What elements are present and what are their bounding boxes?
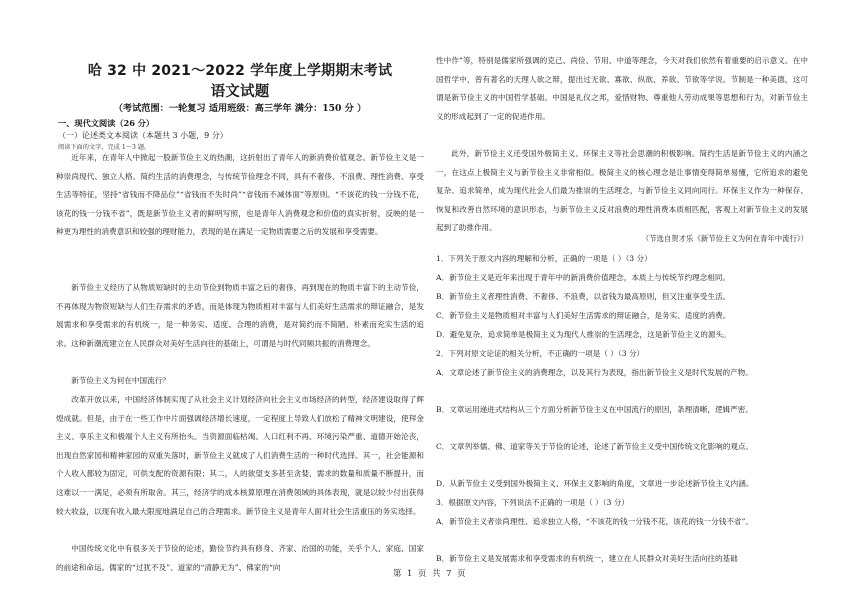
section-heading: 一、现代文阅读（26 分）: [58, 118, 155, 128]
article-paragraph-5-continued: 性中作”等，特别是儒家所强调的克己、尚俭、节用、中道等理念，今天对我们依然有着重要的启示意义。在中国哲学中，曾有著名的天理人欲之辩，提出过无欲、寡欲、纵欲、养欲、节欲等学说。节制是一种美德，这可谓是新节俭主义的中国哲学基础。中国是礼仪之邦，爱惜财物、尊重他人劳动成果等思想和行为，对新节俭主义的形成起到了一定的促进作用。: [436, 56, 808, 121]
question-2-option-a: A．文章论述了新节俭主义的消费理念，以及其行为表现，指出新节俭主义是时代发展的产物。: [436, 368, 753, 377]
question-2-stem: 2．下列对原文论证的相关分析，不正确的一项是（ ）（3 分）: [436, 349, 645, 358]
exam-info: （考试范围：一轮复习 适用班级：高三学年 满分：150 分 ）: [113, 103, 367, 114]
article-paragraph-6: 此外，新节俭主义还受国外极简主义、环保主义等社会思潮的积极影响。简约生活是新节俭主义的内涵之一，在这点上极简主义与新节俭主义非常相似。极简主义的核心理念是让事情变得简单易懂，它所追求的避免复杂、追求简单，成为现代社会人们最为推崇的生活理念，与新节俭主义同向同行。环保主义作为一种保存、恢复和改善自然环境的意识形态，与新节俭主义反对浪费的理性消费本质相匹配，客观上对新节俭主义的发展起到了助推作用。: [436, 149, 808, 233]
article-source: （节选自贺才乐《新节俭主义为何在青年中流行》）: [641, 234, 808, 243]
article-paragraph-2: 新节俭主义经历了从物质短缺时的主动节俭到物质丰富之后的奢侈，再到现在的物质丰富下的主动节俭，不再体现为物资短缺与人们生存需求的矛盾，而是体现为物质相对丰富与人们美好生活需求的辩证融合，是发展需求和享受需求的有机统一，是一种务实、适度、合理的消费，是对简约而不简陋、朴素而充实生活的追求。这种新潮流建立在人民群众对美好生活向往的基础上，可谓是与时代同频共振的消费理念。: [56, 283, 424, 348]
article-paragraph-4: 改革开放以来，中国经济体制实现了从社会主义计划经济向社会主义市场经济的转型，经济建设取得了辉煌成就。但是，由于在一些工作中片面强调经济增长速度，一定程度上导致人们放松了精神文明建设，使拜金主义、享乐主义和极端个人主义有所抬头。当资源面临枯竭、人口红利不再、环境污染严重、道德开始沦丧，出现自然家园和精神家园的双重失落时，新节俭主义就成了人们消费生活的一种时代选择。其一，社会能源和个人收入都较为固定，可供支配的资源有限；其二，人的欲望支多甚至贪婪，需求的数量和质量不断提升，而这难以一一满足，必须有所取舍。其三，经济学的成本核算原理在消费领域的具体表现，就是以较少付出获得较大收益，以现有收入最大限度地满足自己的合理需求。新节俭主义是青年人面对社会生活重压的务实选择。: [56, 395, 424, 516]
article-paragraph-1: 近年来，在青年人中掀起一股新节俭主义的热潮，这折射出了青年人的新消费价值观念。新节俭主义是一种崇尚现代、独立人格、简约生活的消费理念，与传统节俭理念不同，具有不奢侈、不浪费、理性消费、享受生活等特征，坚持“省钱而不降品位”“省钱而不失时尚”“省钱而不减体面”等原则。“不该花的钱一分钱不花，该花的钱一分钱不省”，既是新节俭主义者的鲜明写照，也是青年人消费观念和价值的真实折射，反映的是一种更为理性的消费意识和较强的理财能力，表现的是在满足一定物质需要之后的发展和享受需要。: [56, 153, 424, 237]
question-2-option-c: C．文章列举儒、佛、道家等关于节俭的论述，论述了新节俭主义受中国传统文化影响的观点。: [436, 442, 754, 451]
exam-title: 哈 32 中 2021～2022 学年度上学期期末考试: [87, 63, 393, 79]
subject-title: 语文试题: [210, 84, 270, 100]
question-1-stem: 1．下列关于原文内容的理解和分析，正确的一项是（ ）（3 分）: [436, 254, 652, 263]
question-1-option-d: D．避免复杂、追求简单是极简主义为现代人推崇的生活理念，这是新节俭主义的源头。: [436, 330, 731, 339]
page-number-footer: 第 1 页 共 7 页: [393, 568, 467, 578]
question-1-option-b: B．新节俭主义者理性消费、不奢侈、不浪费，以省钱为最高原则，但又注重享受生活。: [436, 292, 731, 301]
question-2-option-d: D．从新节俭主义受到国外极简主义、环保主义影响的角度，文章进一步论述新节俭主义内涵。: [436, 479, 754, 488]
question-1-option-a: A．新节俭主义是近年来出现于青年中的新消费价值理念，本质上与传统节约理念相同。: [436, 273, 731, 282]
article-paragraph-3: 新节俭主义为何在中国流行？: [71, 376, 170, 385]
question-3-stem: 3．根据原文内容，下列说法不正确的一项是（ ）（3 分）: [436, 498, 629, 507]
article-paragraph-5: 中国传统文化中有很多关于节俭的论述，勤俭节约具有修身、齐家、治国的功能，关乎个人、家庭、国家的前途和命运。儒家的“过犹不及”、道家的“清静无为”、佛家的“向: [56, 544, 424, 572]
reading-instruction: 阅读下面的文字，完成 1～3 题。: [58, 144, 151, 151]
question-3-option-b: B．新节俭主义是发展需求和享受需求的有机统一，建立在人民群众对美好生活向往的基础: [436, 554, 738, 563]
subsection-heading: （一）论述类文本阅读（本题共 3 小题，9 分）: [58, 131, 228, 140]
question-3-option-a: A．新节俭主义者崇尚理性、追求独立人格，“不该花的钱一分钱不花，该花的钱一分钱不省”。: [436, 517, 753, 526]
question-1-option-c: C．新节俭主义是物质相对丰富与人们美好生活需求的辩证融合，是务实、适度的消费。: [436, 311, 731, 320]
question-2-option-b: B．文章运用递进式结构从三个方面分析新节俭主义在中国流行的原因，条理清晰，逻辑严密。: [436, 405, 753, 414]
